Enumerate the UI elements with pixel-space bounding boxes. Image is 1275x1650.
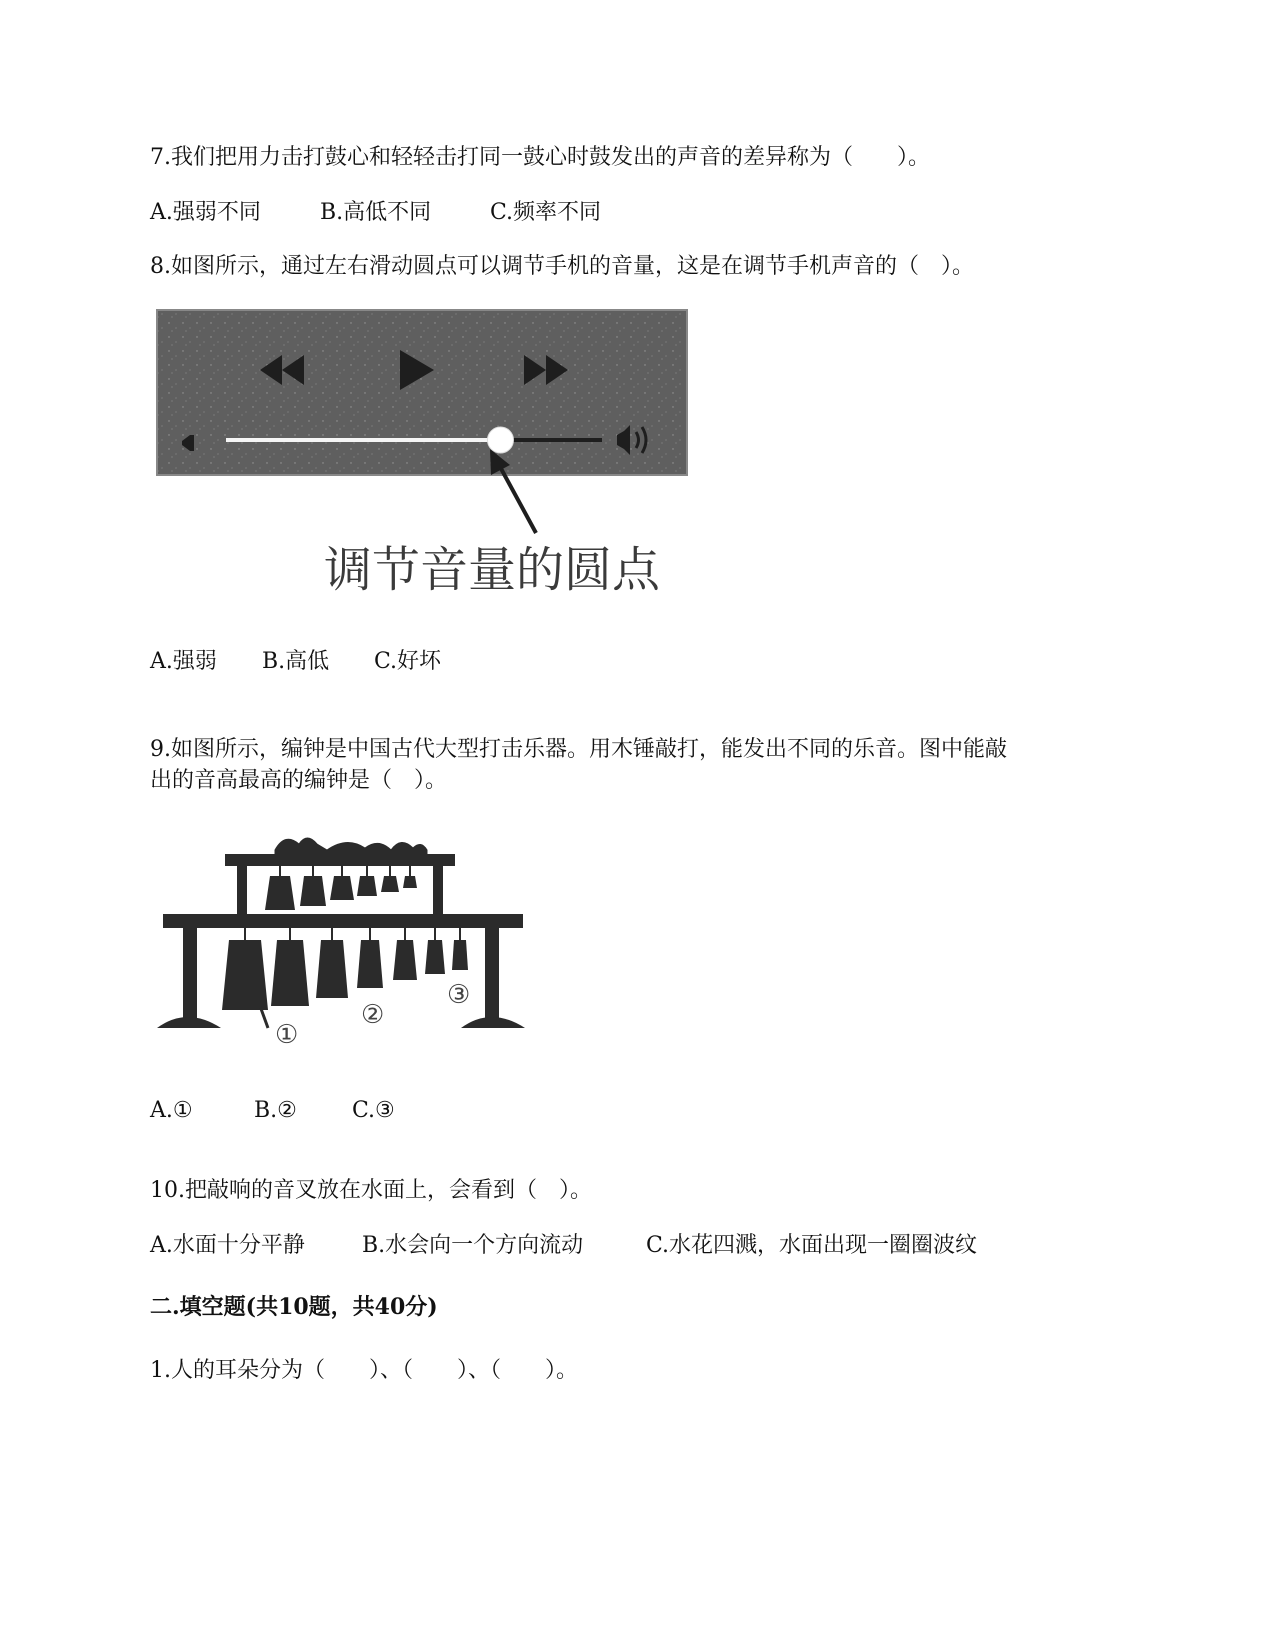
q10-option-c: C.水花四溅，水面出现一圈圈波纹 (646, 1233, 978, 1258)
q10-options (150, 1231, 977, 1261)
q8-option-c: C.好坏 (374, 649, 442, 674)
q7-option-b: B.高低不同 (320, 200, 432, 225)
upper-post-left (237, 866, 247, 918)
lower-beam (163, 914, 523, 928)
q7-stem: 7.我们把用力击打鼓心和轻轻击打同一鼓心时鼓发出的声音的差异称为（ ）。 (150, 145, 930, 170)
lower-post-right (485, 928, 499, 1018)
lower-post-left (183, 928, 197, 1018)
fill-q1: 1.人的耳朵分为（ ）、（ ）、（ ）。 (150, 1358, 578, 1383)
q7-option-c: C.频率不同 (490, 200, 602, 225)
section-heading: 二.填空题(共10题，共40分) (150, 1294, 438, 1320)
q10-option-b: B.水会向一个方向流动 (362, 1233, 584, 1258)
q10-stem: 10.把敲响的音叉放在水面上，会看到（ ）。 (150, 1178, 592, 1203)
q9-option-a: A.① (150, 1098, 193, 1123)
bianzhong-svg (155, 828, 545, 1058)
lower-bells (222, 928, 471, 1010)
q9-option-c: C.③ (352, 1098, 395, 1123)
player-panel (157, 310, 687, 475)
q7-options (150, 198, 601, 228)
q8-option-a: A.强弱 (150, 649, 217, 674)
q8-options (150, 647, 441, 677)
volume-figure (152, 305, 712, 605)
q10-option-a: A.水面十分平静 (150, 1233, 305, 1258)
base-left (157, 1017, 221, 1028)
volume-figure-svg (152, 305, 712, 605)
q9-option-b: B.② (254, 1098, 297, 1123)
bell-label-2: ② (361, 1000, 385, 1030)
q7-option-a: A.强弱不同 (150, 200, 261, 225)
bell-label-1: ① (275, 1020, 299, 1050)
upper-bells (265, 866, 417, 910)
q8-stem: 8.如图所示，通过左右滑动圆点可以调节手机的音量，这是在调节手机声音的（ ）。 (150, 254, 974, 279)
q9-stem-line2: 出的音高最高的编钟是（ ）。 (150, 768, 448, 793)
q9-stem-line1: 9.如图所示，编钟是中国古代大型打击乐器。用木锤敲打，能发出不同的乐音。图中能敲 (150, 737, 1007, 762)
q9-options (150, 1096, 395, 1126)
bianzhong-figure (155, 828, 545, 1058)
upper-post-right (433, 866, 443, 918)
bell-label-3: ③ (447, 980, 471, 1010)
upper-beam (225, 854, 455, 866)
volume-caption: 调节音量的圆点 (324, 542, 661, 598)
q8-option-b: B.高低 (262, 649, 330, 674)
volume-knob[interactable] (487, 427, 513, 453)
base-right (461, 1017, 525, 1028)
